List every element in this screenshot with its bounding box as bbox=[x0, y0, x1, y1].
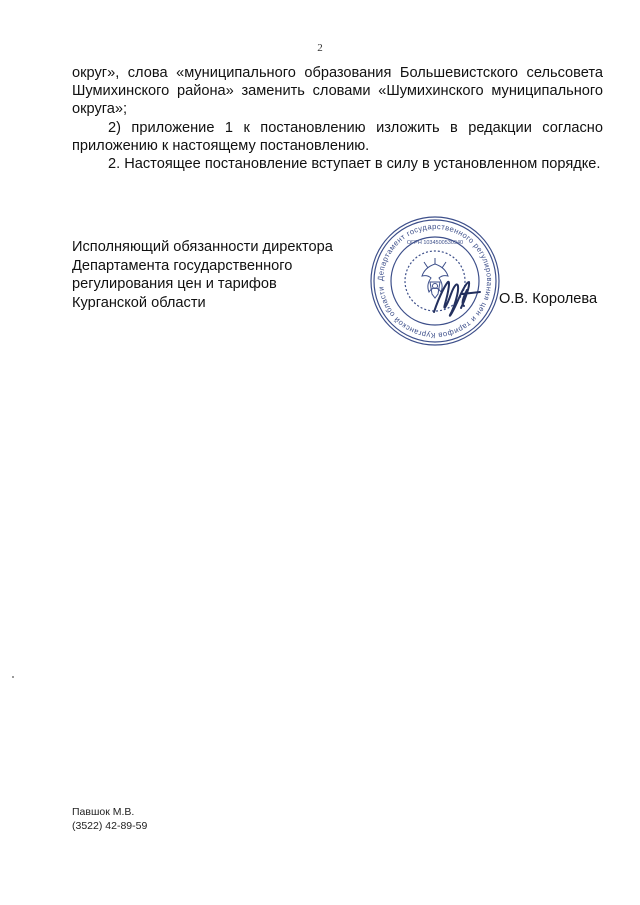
seal-outer-text: Департамент государственного регулирования цен и тарифов Курганской области bbox=[375, 221, 495, 341]
seal-inner-text: ОГРН 1034500530940 bbox=[406, 240, 464, 246]
signatory-name: О.В. Королева bbox=[499, 291, 598, 307]
seal-graphic bbox=[366, 212, 504, 350]
page-number: 2 bbox=[317, 42, 323, 54]
seal-outer-ring bbox=[371, 217, 499, 345]
signatory-position-line: Курганской области bbox=[72, 294, 206, 311]
signatory-position-line: регулирования цен и тарифов bbox=[72, 276, 277, 293]
executor-info bbox=[72, 806, 147, 833]
signatory-position-line: Департамента государственного bbox=[72, 257, 293, 274]
coat-of-arms-icon bbox=[422, 258, 448, 298]
paragraph-continuation: округ», слова «муниципального образования Большевистского сельсовета Шумихинского района» заменить словами «Шумихинского муниципального округа»; bbox=[72, 65, 603, 118]
official-seal bbox=[366, 212, 504, 350]
signatory-position-line: Исполняющий обязанности директора bbox=[72, 239, 333, 255]
executor-phone: (3522) 42-89-59 bbox=[72, 819, 148, 832]
paragraph-effective-date: 2. Настоящее постановление вступает в силу в установленном порядке. bbox=[108, 156, 601, 173]
scan-dot bbox=[12, 676, 14, 678]
paragraph-item-2: 2) приложение 1 к постановлению изложить в редакции согласно приложению к настоящему постановлению. bbox=[72, 119, 603, 154]
signatory-position bbox=[72, 238, 372, 312]
seal-outer-ring-inner bbox=[374, 220, 496, 342]
document-body bbox=[72, 64, 603, 173]
executor-name: Павшок М.В. bbox=[72, 806, 135, 818]
